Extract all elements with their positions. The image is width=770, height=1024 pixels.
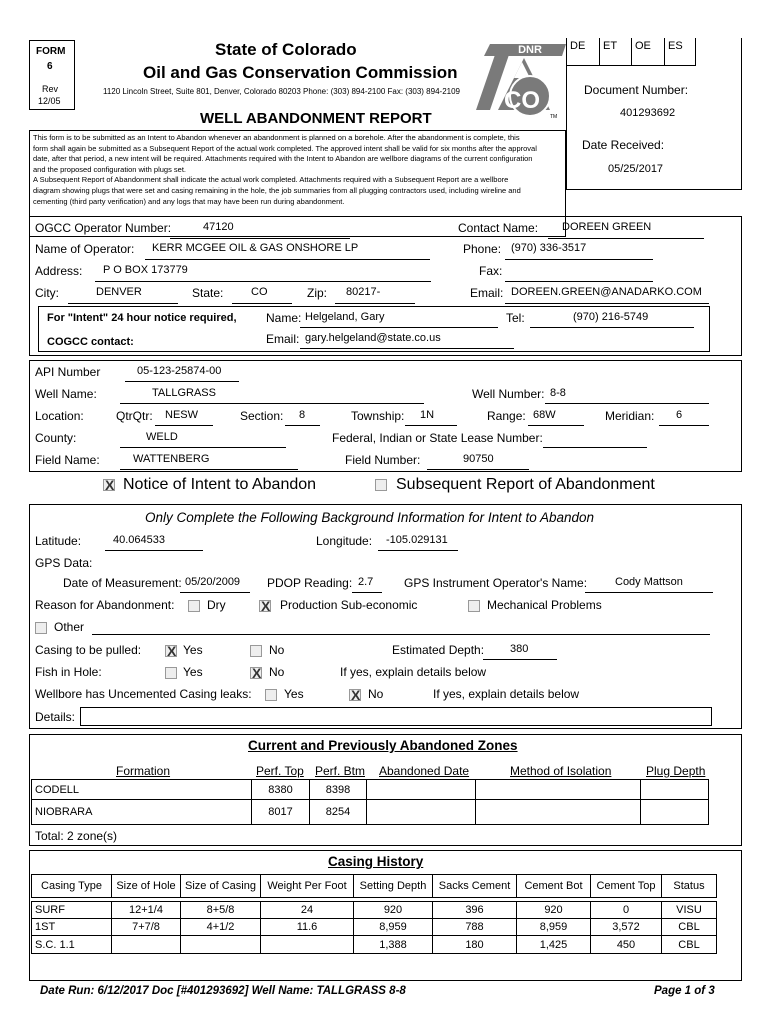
side-code: ET bbox=[599, 38, 632, 66]
contact-name[interactable]: DOREEN GREEN bbox=[562, 221, 652, 233]
state[interactable]: CO bbox=[251, 286, 268, 298]
rev-date: 12/05 bbox=[38, 96, 61, 106]
table-cell bbox=[366, 799, 476, 825]
zones-header-perf-btm: Perf. Btm bbox=[315, 764, 366, 778]
table-cell: 8+5/8 bbox=[180, 901, 261, 919]
pdop[interactable]: 2.7 bbox=[358, 576, 374, 588]
doc-number: 401293692 bbox=[620, 107, 676, 119]
table-cell: 396 bbox=[432, 901, 517, 919]
underline bbox=[548, 238, 704, 239]
contact-name-label: Contact Name: bbox=[458, 221, 539, 235]
fish-no-checkbox[interactable] bbox=[250, 667, 262, 679]
subsequent-label: Subsequent Report of Abandonment bbox=[396, 476, 655, 493]
date-measurement[interactable]: 05/20/2009 bbox=[185, 576, 241, 588]
table-cell: 8254 bbox=[309, 799, 367, 825]
instructions bbox=[33, 133, 563, 207]
qtrqtr[interactable]: NESW bbox=[165, 409, 198, 421]
underline bbox=[543, 447, 647, 448]
uncemented-explain: If yes, explain details below bbox=[433, 687, 580, 701]
underline bbox=[300, 348, 514, 349]
table-cell: 8380 bbox=[251, 779, 310, 800]
well-name-label: Well Name: bbox=[35, 387, 97, 401]
cogcc-tel-label: Tel: bbox=[506, 311, 525, 325]
table-cell: 8017 bbox=[251, 799, 310, 825]
meridian-label: Meridian: bbox=[605, 409, 655, 423]
qtrqtr-label: QtrQtr: bbox=[116, 409, 153, 423]
instruction-line: form shall again be submitted as a Subsequent Report of the actual work completed. The approved intent shall be valid for six months after the approval bbox=[33, 143, 537, 153]
notice-label: For "Intent" 24 hour notice required, bbox=[47, 312, 237, 324]
table-cell: 1,388 bbox=[353, 935, 433, 954]
reason-other: Other bbox=[54, 620, 85, 634]
state-label: State: bbox=[192, 286, 224, 300]
township-label: Township: bbox=[351, 409, 405, 423]
phone[interactable]: (970) 336-3517 bbox=[511, 242, 587, 254]
details-field[interactable] bbox=[80, 707, 712, 726]
phone-label: Phone: bbox=[463, 242, 502, 256]
casing-pulled-yes-checkbox[interactable] bbox=[165, 645, 177, 657]
well-name[interactable]: TALLGRASS bbox=[152, 387, 216, 399]
report-title: WELL ABANDONMENT REPORT bbox=[200, 110, 432, 127]
fish-no: No bbox=[269, 665, 285, 679]
underline bbox=[120, 403, 424, 404]
township[interactable]: 1N bbox=[420, 409, 435, 421]
table-cell: VISU bbox=[661, 901, 717, 919]
longitude[interactable]: -105.029131 bbox=[386, 534, 448, 546]
reason-label: Reason for Abandonment: bbox=[35, 598, 175, 612]
underline bbox=[285, 425, 320, 426]
reason-dry: Dry bbox=[207, 598, 226, 612]
table-cell: 788 bbox=[432, 918, 517, 936]
reason-production-checkbox[interactable] bbox=[259, 600, 271, 612]
form-label: FORM bbox=[36, 46, 66, 57]
operator-name-label: Name of Operator: bbox=[35, 242, 135, 256]
county[interactable]: WELD bbox=[146, 431, 178, 443]
fax-label: Fax: bbox=[479, 264, 503, 278]
casing-header: Casing Type bbox=[31, 874, 112, 898]
table-cell: SURF bbox=[31, 901, 112, 919]
underline bbox=[483, 659, 557, 660]
gps-label: GPS Data: bbox=[35, 556, 93, 570]
table-cell: 8398 bbox=[309, 779, 367, 800]
table-cell bbox=[260, 935, 354, 954]
meridian[interactable]: 6 bbox=[676, 409, 683, 421]
lease-label: Federal, Indian or State Lease Number: bbox=[332, 431, 543, 445]
field-name-label: Field Name: bbox=[35, 453, 100, 467]
underline bbox=[120, 447, 286, 448]
ogcc-number-label: OGCC Operator Number: bbox=[35, 221, 172, 235]
underline bbox=[232, 303, 292, 304]
fish-explain: If yes, explain details below bbox=[340, 665, 487, 679]
zones-header-perf-top: Perf. Top bbox=[256, 764, 304, 778]
table-cell: 8,959 bbox=[516, 918, 591, 936]
table-cell: CODELL bbox=[31, 779, 252, 800]
date-received: 05/25/2017 bbox=[608, 163, 664, 175]
casing-header: Size of Hole bbox=[111, 874, 181, 898]
table-cell: 1,425 bbox=[516, 935, 591, 954]
county-label: County: bbox=[35, 431, 77, 445]
underline bbox=[125, 381, 239, 382]
section-label: Section: bbox=[240, 409, 284, 423]
casing-pulled-yes: Yes bbox=[183, 643, 203, 657]
underline bbox=[505, 259, 653, 260]
table-cell: 11.6 bbox=[260, 918, 354, 936]
underline bbox=[427, 469, 529, 470]
intent-checkbox[interactable] bbox=[103, 479, 115, 491]
state-title: State of Colorado bbox=[215, 40, 357, 59]
zones-total: Total: 2 zone(s) bbox=[35, 829, 118, 843]
details-label: Details: bbox=[35, 710, 76, 724]
table-cell: 7+7/8 bbox=[111, 918, 181, 936]
casing-header: Cement Top bbox=[590, 874, 662, 898]
well-number-label: Well Number: bbox=[472, 387, 545, 401]
underline bbox=[335, 303, 415, 304]
zones-header-formation: Formation bbox=[116, 764, 171, 778]
table-cell bbox=[180, 935, 261, 954]
side-code: OE bbox=[631, 38, 665, 66]
email-label: Email: bbox=[470, 286, 504, 300]
est-depth-label: Estimated Depth: bbox=[392, 643, 485, 657]
logo-tm: TM bbox=[550, 114, 558, 120]
field-number-label: Field Number: bbox=[345, 453, 421, 467]
longitude-label: Longitude: bbox=[316, 534, 373, 548]
casing-header: Status bbox=[661, 874, 717, 898]
underline bbox=[530, 327, 694, 328]
table-cell: CBL bbox=[661, 918, 717, 936]
underline bbox=[92, 634, 710, 635]
logo-text: DNR bbox=[518, 44, 542, 56]
table-cell bbox=[366, 779, 476, 800]
subsequent-checkbox[interactable] bbox=[375, 479, 387, 491]
logo-letters: CO bbox=[504, 87, 540, 114]
gps-operator[interactable]: Cody Mattson bbox=[615, 576, 683, 588]
address-line: 1120 Lincoln Street, Suite 801, Denver, Colorado 80203 Phone: (303) 894-2100 Fax: (303) 894-2109 bbox=[103, 87, 460, 96]
reason-mechanical: Mechanical Problems bbox=[487, 598, 602, 612]
table-cell: 24 bbox=[260, 901, 354, 919]
zones-header-plug: Plug Depth bbox=[646, 764, 706, 778]
reason-production: Production Sub-economic bbox=[280, 598, 418, 612]
fish-label: Fish in Hole: bbox=[35, 665, 102, 679]
casing-pulled-no: No bbox=[269, 643, 285, 657]
underline bbox=[68, 303, 178, 304]
underline bbox=[120, 469, 298, 470]
underline bbox=[545, 403, 709, 404]
reason-mechanical-checkbox[interactable] bbox=[468, 600, 480, 612]
table-cell: 0 bbox=[590, 901, 662, 919]
cogcc-name[interactable]: Helgeland, Gary bbox=[305, 311, 385, 323]
gps-operator-label: GPS Instrument Operator's Name: bbox=[404, 576, 588, 590]
form-number: 6 bbox=[47, 61, 53, 72]
fish-yes: Yes bbox=[183, 665, 203, 679]
underline bbox=[155, 425, 213, 426]
underline bbox=[95, 281, 431, 282]
cogcc-email[interactable]: gary.helgeland@state.co.us bbox=[305, 332, 441, 344]
date-measurement-label: Date of Measurement: bbox=[63, 576, 182, 590]
instruction-line: cementing (third party verification) and any logs that may have been run during abandonment. bbox=[33, 196, 345, 206]
table-cell: 920 bbox=[353, 901, 433, 919]
table-cell bbox=[111, 935, 181, 954]
casing-title: Casing History bbox=[328, 854, 424, 869]
zones-header-date: Abandoned Date bbox=[379, 764, 470, 778]
field-number[interactable]: 90750 bbox=[463, 453, 494, 465]
uncemented-yes: Yes bbox=[284, 687, 304, 701]
fish-yes-checkbox[interactable] bbox=[165, 667, 177, 679]
casing-pulled-label: Casing to be pulled: bbox=[35, 643, 142, 657]
uncemented-no-checkbox[interactable] bbox=[349, 689, 361, 701]
city-label: City: bbox=[35, 286, 59, 300]
underline bbox=[145, 259, 430, 260]
table-cell bbox=[475, 779, 641, 800]
table-cell bbox=[640, 779, 709, 800]
est-depth[interactable]: 380 bbox=[510, 643, 529, 655]
rev-label: Rev bbox=[42, 84, 59, 94]
cogcc-email-label: Email: bbox=[266, 332, 300, 346]
pdop-label: PDOP Reading: bbox=[267, 576, 353, 590]
underline bbox=[352, 592, 382, 593]
dnr-logo bbox=[468, 38, 568, 122]
casing-header: Sacks Cement bbox=[432, 874, 517, 898]
table-cell: 3,572 bbox=[590, 918, 662, 936]
footer-left: Date Run: 6/12/2017 Doc [#401293692] Well Name: TALLGRASS 8-8 bbox=[40, 985, 406, 997]
instruction-line: A Subsequent Report of Abandonment shall indicate the actual work completed. Attachments required with a Subsequent Report are a wellbore bbox=[33, 175, 509, 185]
address-label: Address: bbox=[35, 264, 83, 278]
address[interactable]: P O BOX 173779 bbox=[103, 264, 188, 276]
underline bbox=[505, 281, 653, 282]
underline bbox=[300, 327, 498, 328]
instruction-line: This form is to be submitted as an Intent to Abandon whenever an abandonment is planned on a borehole. After the abandonment is complete, this bbox=[33, 133, 520, 142]
table-cell: S.C. 1.1 bbox=[31, 935, 112, 954]
uncemented-yes-checkbox[interactable] bbox=[265, 689, 277, 701]
instruction-line: and the proposed configuration with plugs set. bbox=[33, 164, 187, 174]
cogcc-tel[interactable]: (970) 216-5749 bbox=[573, 311, 649, 323]
api-label: API Number bbox=[35, 365, 101, 379]
instruction-line: diagram showing plugs that were set and casing remaining in the hole, the job summaries from all plugging contractors used, including wireline and bbox=[33, 185, 521, 195]
table-cell: CBL bbox=[661, 935, 717, 954]
uncemented-no: No bbox=[368, 687, 384, 701]
latitude-label: Latitude: bbox=[35, 534, 82, 548]
api-number[interactable]: 05-123-25874-00 bbox=[137, 365, 222, 377]
zip[interactable]: 80217- bbox=[346, 286, 381, 298]
underline bbox=[378, 550, 458, 551]
instruction-line: date, after that period, a new intent will be required. Attachments required with the Intent to Abandon are wellbore diagrams of the current configuration bbox=[33, 154, 533, 164]
intent-label: Notice of Intent to Abandon bbox=[123, 476, 317, 493]
table-cell: 4+1/2 bbox=[180, 918, 261, 936]
table-cell: 180 bbox=[432, 935, 517, 954]
underline bbox=[105, 550, 203, 551]
table-cell bbox=[475, 799, 641, 825]
field-name[interactable]: WATTENBERG bbox=[133, 453, 210, 465]
uncemented-label: Wellbore has Uncemented Casing leaks: bbox=[35, 687, 252, 701]
underline bbox=[659, 425, 709, 426]
table-cell: NIOBRARA bbox=[31, 799, 252, 825]
range-label: Range: bbox=[487, 409, 526, 423]
footer-page: Page 1 of 3 bbox=[654, 985, 715, 997]
underline bbox=[180, 592, 250, 593]
location-label: Location: bbox=[35, 409, 84, 423]
casing-header: Weight Per Foot bbox=[260, 874, 354, 898]
table-cell bbox=[640, 799, 709, 825]
well-number[interactable]: 8-8 bbox=[550, 387, 566, 399]
doc-number-label: Document Number: bbox=[584, 83, 689, 97]
operator-name[interactable]: KERR MCGEE OIL & GAS ONSHORE LP bbox=[152, 242, 359, 254]
section[interactable]: 8 bbox=[299, 409, 306, 421]
commission-title: Oil and Gas Conservation Commission bbox=[143, 63, 458, 82]
table-cell: 1ST bbox=[31, 918, 112, 936]
underline bbox=[528, 425, 584, 426]
table-cell: 920 bbox=[516, 901, 591, 919]
table-cell: 450 bbox=[590, 935, 662, 954]
cogcc-name-label: Name: bbox=[266, 311, 302, 325]
reason-other-checkbox[interactable] bbox=[35, 622, 47, 634]
email[interactable]: DOREEN.GREEN@ANADARKO.COM bbox=[511, 286, 702, 298]
city[interactable]: DENVER bbox=[96, 286, 142, 298]
underline bbox=[505, 303, 709, 304]
underline bbox=[585, 592, 713, 593]
casing-pulled-no-checkbox[interactable] bbox=[250, 645, 262, 657]
range[interactable]: 68W bbox=[533, 409, 556, 421]
date-received-label: Date Received: bbox=[582, 138, 665, 152]
zip-label: Zip: bbox=[307, 286, 328, 300]
background-heading: Only Complete the Following Background Information for Intent to Abandon bbox=[145, 510, 595, 525]
side-code: ES bbox=[664, 38, 696, 66]
casing-header: Cement Bot bbox=[516, 874, 591, 898]
zones-header-method: Method of Isolation bbox=[510, 764, 612, 778]
reason-dry-checkbox[interactable] bbox=[188, 600, 200, 612]
underline bbox=[170, 238, 350, 239]
latitude[interactable]: 40.064533 bbox=[113, 534, 165, 546]
table-cell: 8,959 bbox=[353, 918, 433, 936]
ogcc-number[interactable]: 47120 bbox=[203, 221, 234, 233]
side-code: DE bbox=[566, 38, 600, 66]
underline bbox=[405, 425, 457, 426]
table-cell: 12+1/4 bbox=[111, 901, 181, 919]
zones-title: Current and Previously Abandoned Zones bbox=[248, 738, 518, 753]
cogcc-label: COGCC contact: bbox=[47, 336, 134, 348]
casing-header: Setting Depth bbox=[353, 874, 433, 898]
casing-header: Size of Casing bbox=[180, 874, 261, 898]
